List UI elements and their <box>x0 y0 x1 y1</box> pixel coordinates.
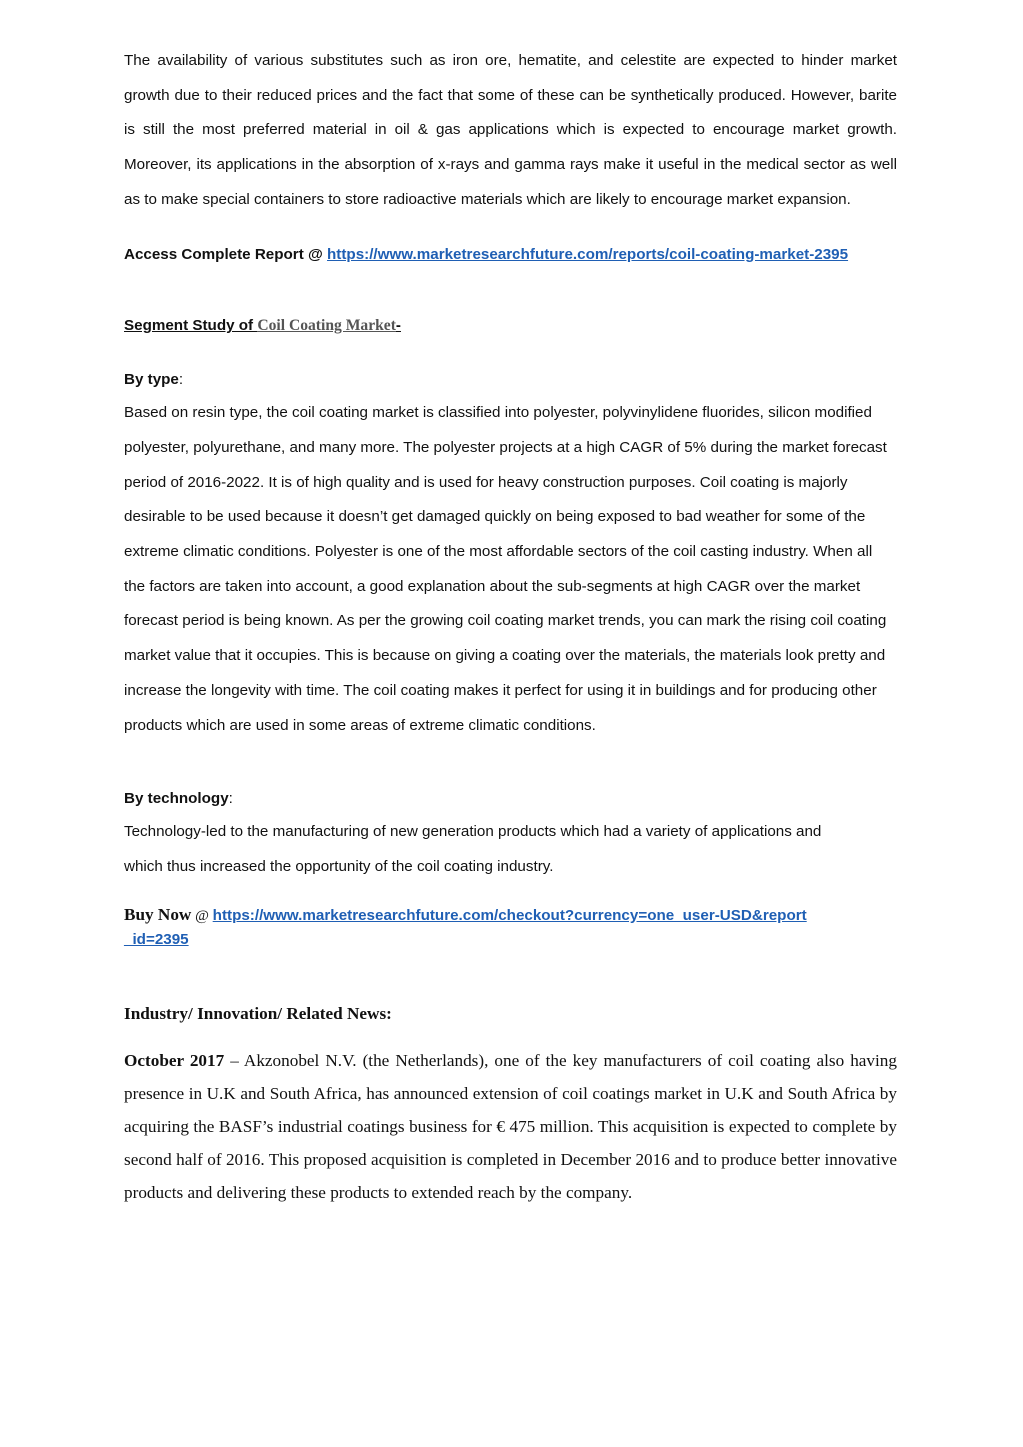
coil-coating-market-link[interactable]: Coil Coating Market <box>257 317 396 335</box>
by-type-paragraph: Based on resin type, the coil coating market is classified into polyester, polyvinylidene fluorides, silicon modified polyester, polyurethane, and many more. The polyester projects at a high CAGR of 5% during the market forecast period of 2016-2022. It is of high quality and is used for heavy construction purposes. Coil coating is majorly desirable to be used because it doesn’t get damaged quickly on being exposed to bad weather for some of the extreme climatic conditions. Polyester is one of the most affordable sectors of the coil casting industry. When all the factors are taken into account, a good explanation about the sub-segments at high CAGR over the market forecast period is being known. As per the growing coil coating market trends, you can mark the rising coil coating market value that it occupies. This is because on giving a coating over the materials, the materials look pretty and increase the longevity with time. The coil coating makes it perfect for using it in buildings and for producing other products which are used in some areas of extreme climatic conditions. <box>124 404 887 734</box>
by-type-colon: : <box>178 371 184 389</box>
by-type-label: By type <box>124 371 179 389</box>
segment-heading <box>124 314 897 338</box>
access-report-label: Access Complete Report @ <box>124 245 328 263</box>
by-type-heading <box>124 368 897 392</box>
news-heading: Industry/ Innovation/ Related News: <box>124 1003 392 1023</box>
segment-heading-prefix: Segment Study of <box>124 317 258 335</box>
news-date: October 2017 <box>124 1050 225 1070</box>
news-dash: – <box>224 1050 244 1070</box>
buy-now-at: @ <box>191 907 213 924</box>
access-report-line <box>124 238 897 273</box>
buy-now-link[interactable]: https://www.marketresearchfuture.com/checkout?currency=one_user-USD&report_id=2395 <box>124 906 807 948</box>
by-technology-heading <box>124 787 897 811</box>
segment-heading-suffix: - <box>395 317 401 335</box>
buy-now-line <box>124 903 814 952</box>
by-technology-paragraph: Technology-led to the manufacturing of new generation products which had a variety of applications and which thus increased the opportunity of the coil coating industry. <box>124 823 822 875</box>
news-item-paragraph <box>124 1044 897 1209</box>
news-text: Akzonobel N.V. (the Netherlands), one of the key manufacturers of coil coating also having presence in U.K and South Africa, has announced extension of coil coatings market in U.K and South Africa by acquiring the BASF’s industrial coatings business for € 475 million. This acquisition is expected to complete by second half of 2016. This proposed acquisition is completed in December 2016 and to produce better innovative products and delivering these products to extended reach by the company. <box>124 1050 897 1202</box>
by-technology-label: By technology <box>124 790 229 808</box>
intro-paragraph: The availability of various substitutes such as iron ore, hematite, and celestite are expected to hinder market growth due to their reduced prices and the fact that some of these can be synthetically produced. However, barite is still the most preferred material in oil & gas applications which is expected to encourage market growth. Moreover, its applications in the absorption of x-rays and gamma rays make it useful in the medical sector as well as to make special containers to store radioactive materials which are likely to encourage market expansion. <box>124 52 897 208</box>
report-link[interactable]: https://www.marketresearchfuture.com/reports/coil-coating-market-2395 <box>327 245 849 263</box>
buy-now-label: Buy Now <box>124 904 192 924</box>
document-page <box>124 44 897 1209</box>
by-technology-colon: : <box>228 790 233 808</box>
